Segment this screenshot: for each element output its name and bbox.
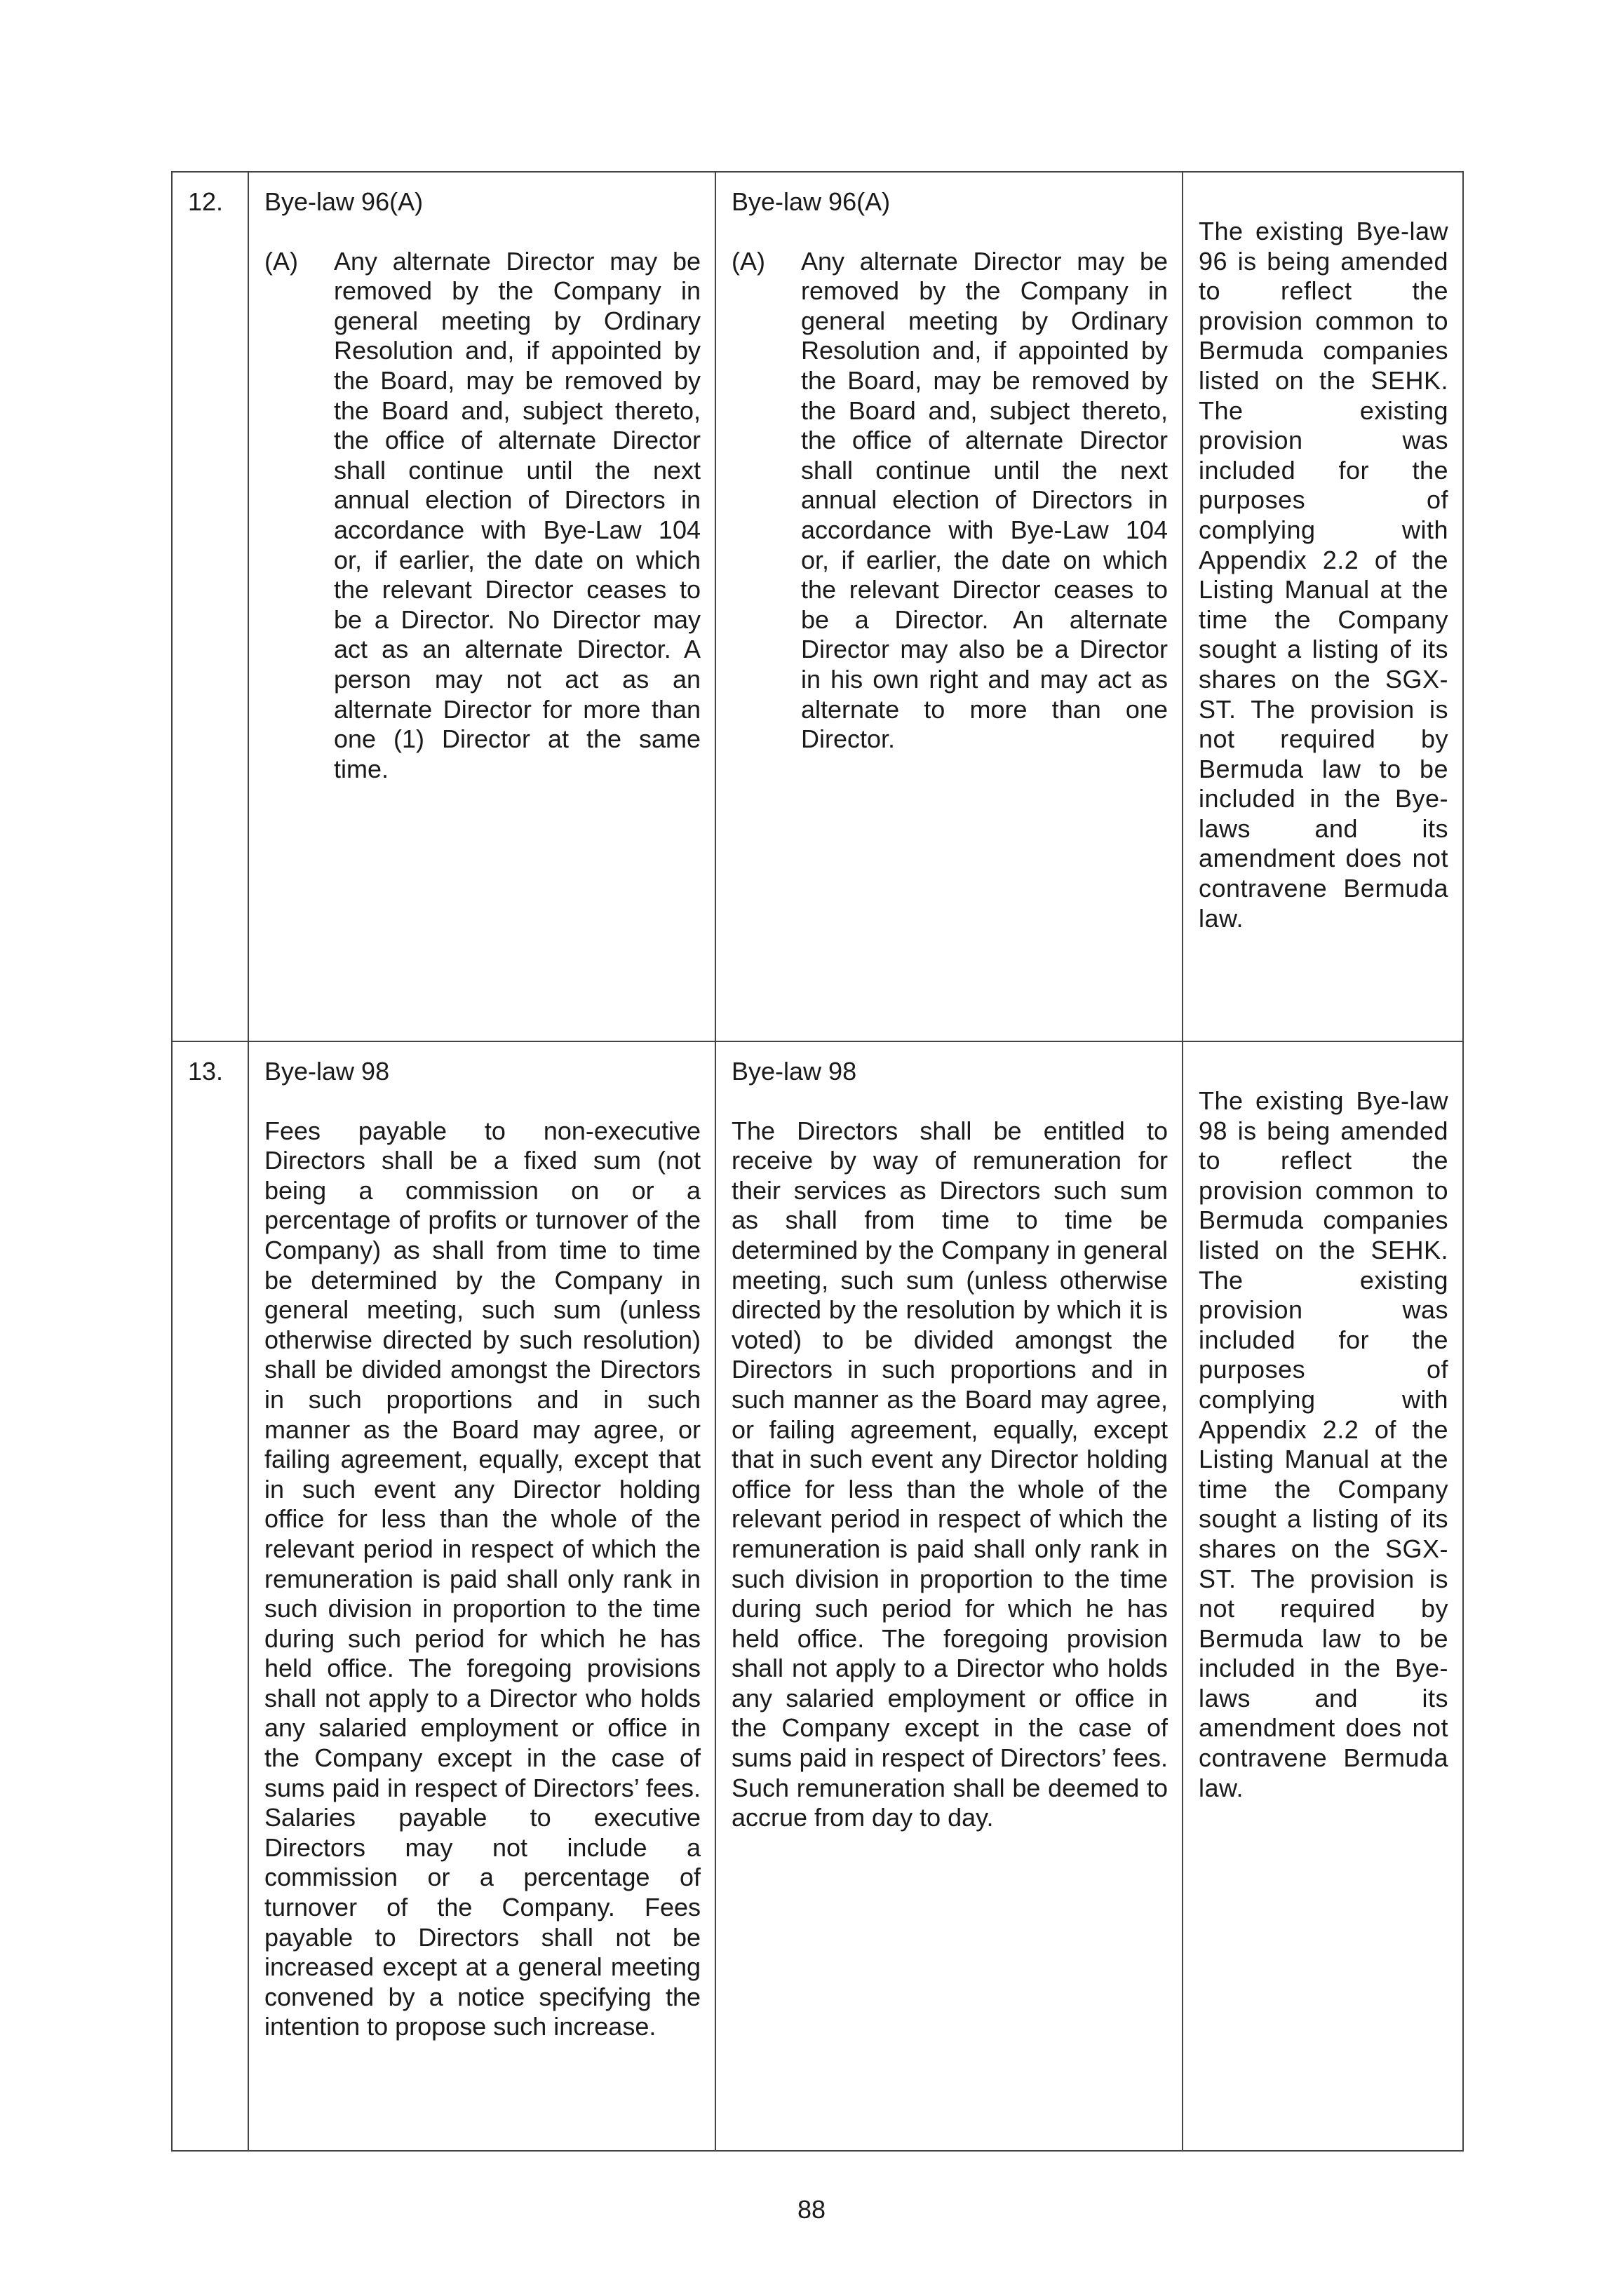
clause-text: Any alternate Director may be removed by the Company in general meeting by Ordinary Resolution and, if appointed by the Board, may be removed by the Board and, subject thereto, the office of alternate Director shall continue until the next annual election of Directors in accordance with Bye-Law 104 or, if earlier, the date on which the relevant Director ceases to be a Director. No Director may act as an alternate Director. A person may not act as an alternate Director for more than one (1) Director at the same time. — [334, 246, 701, 783]
row-number-cell — [172, 172, 248, 1041]
existing-bye-law-heading: Bye-law 98 — [264, 1057, 390, 1086]
remark-cell — [1183, 172, 1463, 1041]
bye-law-comparison-table — [171, 171, 1464, 2152]
remark-text: The existing Bye-law 96 is being amended to reflect the provision common to Bermuda companies listed on the SEHK. The existing provision was included for the purposes of complying with Appendix 2.2 of the Listing Manual at the time the Company sought a listing of its shares on the SGX-ST. The provision is not required by Bermuda law to be included in the Bye-laws and its amendment does not contravene Bermuda law. — [1199, 217, 1448, 933]
table-row — [172, 172, 1463, 1041]
row-number-cell — [172, 1041, 248, 2151]
clause-label: (A) — [732, 246, 765, 276]
row-number: 13. — [188, 1057, 224, 1086]
existing-bye-law-heading: Bye-law 96(A) — [264, 187, 424, 216]
remark-cell — [1183, 1041, 1463, 2151]
page-number: 88 — [797, 2195, 826, 2224]
existing-bye-law-clause — [264, 247, 701, 785]
proposed-bye-law-heading: Bye-law 98 — [732, 1057, 857, 1086]
row-number: 12. — [188, 187, 224, 216]
proposed-bye-law-heading: Bye-law 96(A) — [732, 187, 891, 216]
clause-text: Any alternate Director may be removed by the Company in general meeting by Ordinary Resolution and, if appointed by the Board, may be removed by the Board and, subject thereto, the office of alternate Director shall continue until the next annual election of Directors in accordance with Bye-Law 104 or, if earlier, the date on which the relevant Director ceases to be a Director. An alternate Director may also be a Director in his own right and may act as alternate to more than one Director. — [801, 246, 1168, 754]
existing-bye-law-cell — [248, 1041, 715, 2151]
proposed-bye-law-cell — [715, 1041, 1183, 2151]
proposed-bye-law-cell — [715, 172, 1183, 1041]
proposed-bye-law-text: The Directors shall be entitled to receive by way of remuneration for their services as Directors such sum as shall from time to time be determined by the Company in general meeting, such sum (unless otherwise directed by the resolution by which it is voted) to be divided amongst the Directors in such proportions and in such manner as the Board may agree, or failing agreement, equally, except that in such event any Director holding office for less than the whole of the relevant period in respect of which the remuneration is paid shall only rank in such division in proportion to the time during such period for which he has held office. The foregoing provision shall not apply to a Director who holds any salaried employment or office in the Company except in the case of sums paid in respect of Directors’ fees. Such remuneration shall be deemed to accrue from day to day. — [732, 1116, 1168, 1832]
remark-text: The existing Bye-law 98 is being amended to reflect the provision common to Bermuda companies listed on the SEHK. The existing provision was included for the purposes of complying with Appendix 2.2 of the Listing Manual at the time the Company sought a listing of its shares on the SGX-ST. The provision is not required by Bermuda law to be included in the Bye-laws and its amendment does not contravene Bermuda law. — [1199, 1086, 1448, 1802]
existing-bye-law-cell — [248, 172, 715, 1041]
table-row — [172, 1041, 1463, 2151]
clause-label: (A) — [264, 246, 298, 276]
existing-bye-law-text: Fees payable to non-executive Directors shall be a fixed sum (not being a commission on or a percentage of profits or turnover of the Company) as shall from time to time be determined by the Company in general meeting, such sum (unless otherwise directed by such resolution) shall be divided amongst the Directors in such proportions and in such manner as the Board may agree, or failing agreement, equally, except that in such event any Director holding office for less than the whole of the relevant period in respect of which the remuneration is paid shall only rank in such division in proportion to the time during such period for which he has held office. The foregoing provisions shall not apply to a Director who holds any salaried employment or office in the Company except in the case of sums paid in respect of Directors’ fees. Salaries payable to executive Directors may not include a commission or a percentage of turnover of the Company. Fees payable to Directors shall not be increased except at a general meeting convened by a notice specifying the intention to propose such increase. — [264, 1116, 701, 2041]
proposed-bye-law-clause — [732, 247, 1168, 755]
